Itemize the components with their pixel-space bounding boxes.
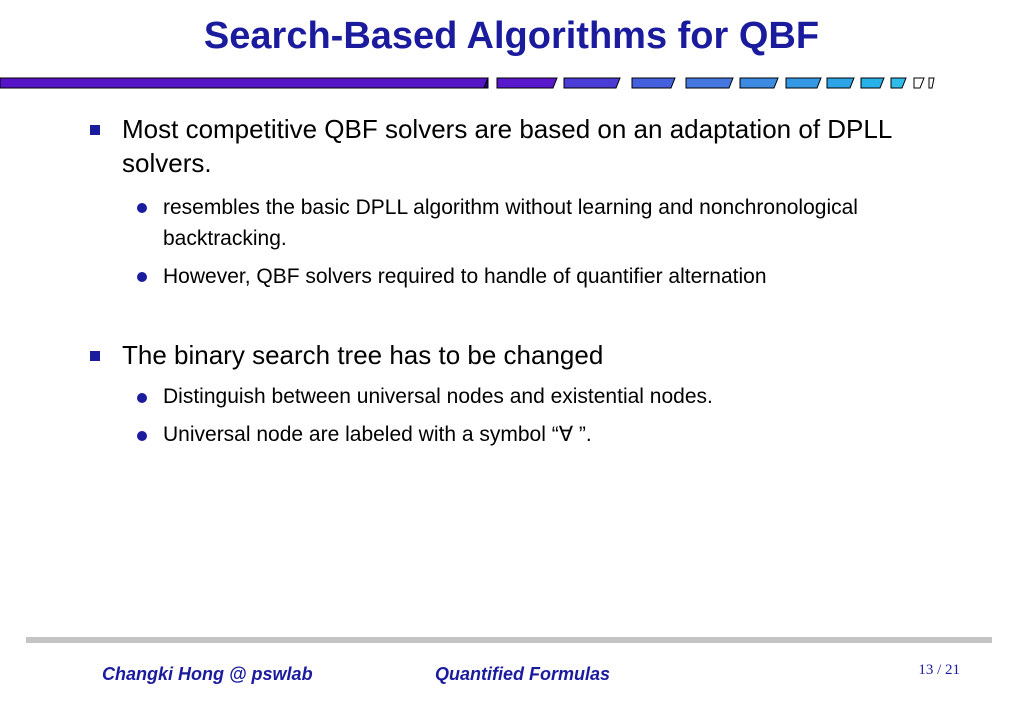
round-bullet-icon <box>137 393 147 403</box>
footer-divider <box>26 637 992 643</box>
round-bullet-icon <box>137 431 147 441</box>
bullet-text: Most competitive QBF solvers are based on an adaptation of DPLL solvers. <box>122 114 892 178</box>
sub-bullet-text: However, QBF solvers required to handle of quantifier alternation <box>163 265 767 288</box>
round-bullet-icon <box>137 203 147 213</box>
square-bullet-icon <box>90 351 100 361</box>
footer-author: Changki Hong @ pswlab <box>102 664 313 684</box>
bullet-text: The binary search tree has to be changed <box>122 340 604 370</box>
sub-bullet-text: Distinguish between universal nodes and existential nodes. <box>163 385 713 408</box>
slide-title: Search-Based Algorithms for QBF <box>203 15 820 57</box>
sub-bullet-text: resembles the basic DPLL algorithm without learning and nonchronological backtracking. <box>163 196 858 250</box>
footer-topic: Quantified Formulas <box>435 664 611 684</box>
round-bullet-icon <box>137 272 147 282</box>
page-number: 13 / 21 <box>918 662 960 678</box>
sub-bullet-text: Universal node are labeled with a symbol “∀ ”. <box>163 423 592 446</box>
square-bullet-icon <box>90 125 100 135</box>
